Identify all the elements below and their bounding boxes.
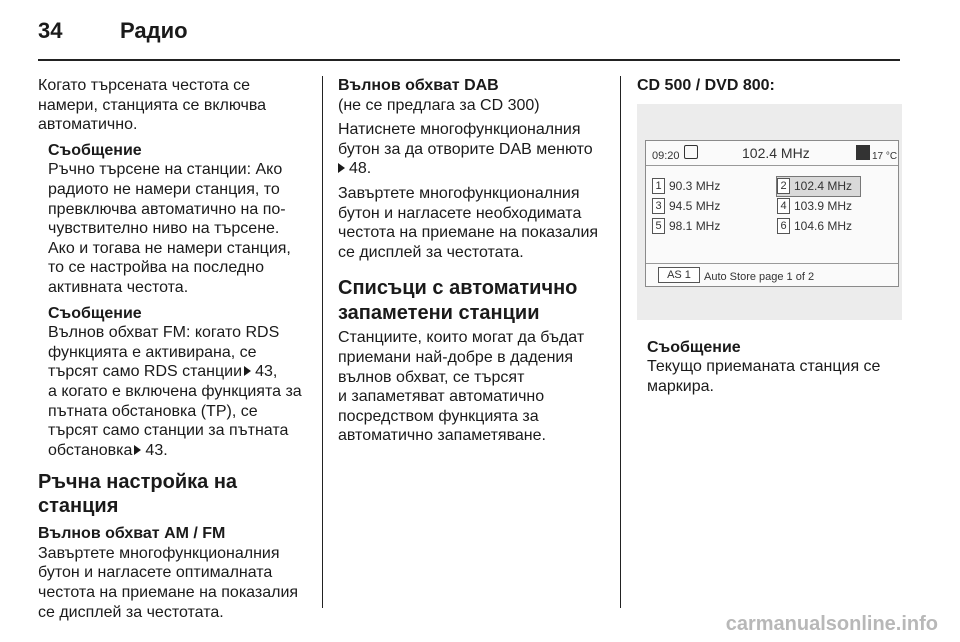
page-reference[interactable]: 43.	[145, 441, 168, 459]
intro-line: автоматично.	[38, 116, 138, 134]
preset-5	[652, 217, 720, 237]
page-title: Радио	[120, 18, 188, 43]
note-title: Съобщение	[48, 304, 142, 322]
body-line: се дисплей за честотата.	[38, 603, 224, 621]
preset-4	[777, 197, 852, 217]
body-line: Станциите, които могат да бъдат	[338, 329, 585, 347]
page-reference[interactable]: 43,	[255, 363, 278, 381]
dab-availability-note: (не се предлага за CD 300)	[338, 96, 540, 114]
preset-frequency: 98.1 MHz	[669, 218, 721, 233]
note-line: Вълнов обхват FM: когато RDS	[48, 324, 280, 342]
preset-frequency: 90.3 MHz	[669, 178, 721, 193]
column-divider-1	[322, 76, 323, 608]
column-1	[38, 76, 310, 622]
page-reference-arrow-icon	[338, 163, 345, 173]
preset-frequency: 104.6 MHz	[794, 218, 853, 233]
preset-3	[652, 197, 720, 217]
note-line: пътната обстановка (TP), се	[48, 402, 258, 420]
page-reference-arrow-icon	[134, 445, 141, 455]
preset-1	[652, 177, 720, 197]
section-heading-manual-tuning: Ръчна настройка на станция	[38, 471, 238, 518]
note-line: обстановка	[48, 441, 133, 459]
page-reference-arrow-icon	[244, 366, 251, 376]
note-line: Ръчно търсене на станции: Ако	[48, 161, 283, 179]
preset-2-selected	[776, 176, 861, 198]
page-number: 34	[38, 18, 63, 43]
body-line: честота на приемане на показалия	[338, 224, 599, 242]
column-2	[338, 76, 613, 446]
station-info-icon	[856, 145, 870, 160]
intro-paragraph	[38, 76, 310, 135]
preset-number: 3	[652, 198, 665, 214]
body-line: бутон и нагласете необходимата	[338, 204, 582, 222]
preset-frequency: 103.9 MHz	[794, 198, 853, 213]
body-line: бутон за да отворите DAB менюто	[338, 140, 593, 158]
subheading-am-fm: Вълнов обхват AM / FM	[38, 525, 226, 543]
note-title: Съобщение	[647, 338, 741, 356]
note-line: функцията е активирана, се	[48, 343, 257, 361]
column-divider-2	[620, 76, 621, 608]
preset-6	[777, 217, 852, 237]
body-line: приемани най-добре в дадения	[338, 348, 574, 366]
preset-number: 6	[777, 218, 790, 234]
preset-number: 1	[652, 178, 665, 194]
section-heading-line: Списъци с автоматично	[338, 277, 578, 300]
display-current-frequency: 102.4 MHz	[742, 144, 810, 161]
note-line: чувствително ниво на търсене.	[48, 220, 280, 238]
note-manual-search	[38, 141, 310, 298]
page-reference[interactable]: 48.	[349, 160, 372, 178]
note-line: превключва автоматично на по-	[48, 200, 286, 218]
radio-display-screen	[645, 140, 899, 287]
note-line: а когато е включена функцията за	[48, 382, 302, 400]
body-paragraph	[38, 544, 310, 622]
note-title: Съобщение	[48, 141, 142, 159]
note-line: активната честота.	[48, 278, 189, 296]
footer-watermark: carmanualsonline.info	[725, 613, 938, 635]
body-line: вълнов обхват, се търсят	[338, 368, 525, 386]
note-current-station	[637, 338, 902, 397]
body-paragraph	[338, 184, 613, 262]
section-heading-line: запаметени станции	[338, 302, 540, 325]
body-line: Натиснете многофункционалния	[338, 121, 581, 139]
note-line: радиото не намери станция, то	[48, 180, 280, 198]
display-figure	[637, 104, 902, 320]
body-line: автоматично запаметяване.	[338, 427, 546, 445]
body-line: и запаметяват автоматично	[338, 388, 545, 406]
body-paragraph	[338, 328, 613, 446]
preset-number: 5	[652, 218, 665, 234]
preset-number: 2	[777, 178, 790, 194]
autostore-button: AS 1	[658, 267, 700, 283]
display-status-bar	[646, 141, 898, 166]
intro-line: Когато търсената честота се	[38, 77, 251, 94]
section-heading-autostore-lists	[338, 276, 613, 326]
note-line: то се настройва на последно	[48, 259, 264, 277]
note-line: търсят само станции за пътната	[48, 422, 289, 440]
preset-number: 4	[777, 198, 790, 214]
subheading-dab: Вълнов обхват DAB	[338, 77, 499, 94]
preset-frequency: 94.5 MHz	[669, 198, 721, 213]
display-temperature: 17 °C	[872, 150, 898, 162]
display-time: 09:20	[652, 149, 680, 162]
body-line: Завъртете многофункционалния	[338, 184, 580, 202]
body-line: бутон и нагласете оптималната	[38, 564, 273, 582]
intro-line: намери, станцията се включва	[38, 96, 267, 114]
column-3	[637, 76, 902, 396]
note-line: маркира.	[647, 377, 714, 395]
note-line: Текущо приеманата станция се	[647, 358, 881, 376]
body-line: честота на приемане на показалия	[38, 584, 299, 602]
clock-icon	[684, 145, 698, 159]
autostore-page-label: Auto Store page 1 of 2	[704, 270, 815, 283]
display-bottom-bar	[646, 263, 898, 286]
note-fm-rds	[38, 304, 310, 461]
body-line: посредством функцията за	[338, 407, 539, 425]
note-line: Ако и тогава не намери станция,	[48, 239, 291, 257]
subheading-cd500-dvd800: CD 500 / DVD 800:	[637, 77, 775, 94]
body-line: се дисплей за честотата.	[338, 243, 524, 261]
header-rule	[38, 59, 900, 61]
body-paragraph	[338, 120, 613, 179]
body-line: Завъртете многофункционалния	[38, 544, 280, 562]
preset-frequency: 102.4 MHz	[794, 178, 853, 193]
note-line: търсят само RDS станции	[48, 363, 243, 381]
